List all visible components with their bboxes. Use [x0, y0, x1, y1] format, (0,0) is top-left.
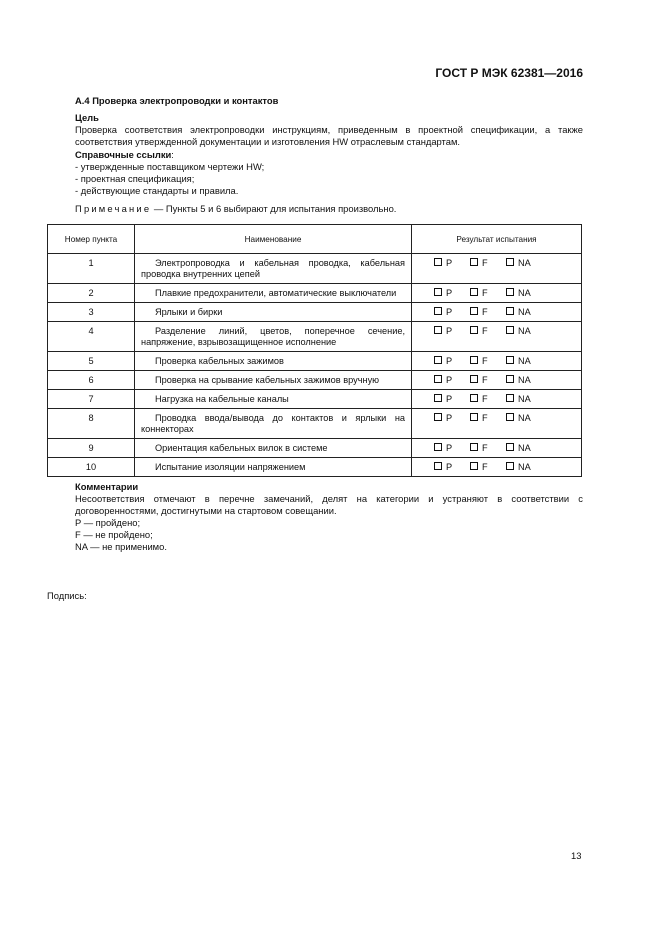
item-name: Ориентация кабельных вилок в системе [135, 439, 412, 458]
note [75, 203, 583, 215]
result-options [412, 458, 582, 477]
result-option-label: P [446, 307, 453, 317]
signature-label: Подпись: [47, 590, 87, 601]
goal-heading: Цель [75, 112, 99, 123]
checkbox-icon[interactable] [434, 443, 442, 451]
checkbox-icon[interactable] [470, 375, 478, 383]
result-option-label: F [482, 443, 488, 453]
references-block [75, 149, 583, 161]
checkbox-icon[interactable] [434, 375, 442, 383]
checkbox-icon[interactable] [434, 258, 442, 266]
references-heading: Справочные ссылки [75, 149, 172, 160]
result-option-f[interactable] [470, 356, 506, 367]
result-option-label: NA [518, 258, 531, 268]
result-options [412, 390, 582, 409]
table-header-row [48, 225, 582, 254]
checkbox-icon[interactable] [470, 413, 478, 421]
result-option-label: P [446, 288, 453, 298]
checkbox-icon[interactable] [506, 443, 514, 451]
table-row [48, 284, 582, 303]
result-option-label: NA [518, 443, 531, 453]
result-option-label: F [482, 307, 488, 317]
table-row [48, 409, 582, 439]
item-number: 9 [48, 439, 135, 458]
header-item-number: Номер пункта [48, 225, 135, 254]
result-option-p[interactable] [434, 307, 470, 318]
result-option-na[interactable] [506, 326, 531, 337]
legend-item: NA — не применимо. [75, 541, 167, 552]
checkbox-icon[interactable] [470, 443, 478, 451]
checkbox-icon[interactable] [470, 258, 478, 266]
result-option-label: F [482, 394, 488, 404]
checkbox-icon[interactable] [434, 394, 442, 402]
result-option-label: NA [518, 413, 531, 423]
result-option-label: NA [518, 375, 531, 385]
result-option-label: F [482, 375, 488, 385]
result-option-f[interactable] [470, 413, 506, 424]
table-row [48, 390, 582, 409]
reference-item: - утвержденные поставщиком чертежи HW; [75, 161, 265, 172]
note-label: Примечание [75, 203, 152, 214]
item-number: 1 [48, 254, 135, 284]
result-option-f[interactable] [470, 326, 506, 337]
result-option-label: P [446, 443, 453, 453]
comments-text: Несоответствия отмечают в перечне замечаний, делят на категории и устраняют в соответствии с договоренностями, достигнутыми на стартовом совещании. [75, 493, 583, 517]
page-number: 13 [571, 850, 582, 861]
header-name: Наименование [135, 225, 412, 254]
result-options [412, 322, 582, 352]
result-option-p[interactable] [434, 375, 470, 386]
item-name: Испытание изоляции напряжением [135, 458, 412, 477]
item-name: Плавкие предохранители, автоматические выключатели [135, 284, 412, 303]
checkbox-icon[interactable] [506, 375, 514, 383]
checkbox-icon[interactable] [434, 326, 442, 334]
result-option-na[interactable] [506, 375, 531, 386]
checkbox-icon[interactable] [506, 462, 514, 470]
result-option-label: NA [518, 394, 531, 404]
checkbox-icon[interactable] [470, 462, 478, 470]
result-option-f[interactable] [470, 258, 506, 269]
references-colon: : [171, 149, 174, 160]
note-text: — Пункты 5 и 6 выбирают для испытания произвольно. [151, 203, 397, 214]
result-option-label: P [446, 375, 453, 385]
legend-item: P — пройдено; [75, 517, 141, 528]
result-option-label: P [446, 462, 453, 472]
result-options [412, 352, 582, 371]
result-option-label: P [446, 258, 453, 268]
checkbox-icon[interactable] [434, 462, 442, 470]
result-option-f[interactable] [470, 443, 506, 454]
checkbox-icon[interactable] [506, 258, 514, 266]
result-option-label: NA [518, 356, 531, 366]
result-options [412, 409, 582, 439]
result-option-label: NA [518, 326, 531, 336]
result-option-p[interactable] [434, 443, 470, 454]
goal-text: Проверка соответствия электропроводки инструкциям, приведенным в проектной спецификации, а также соответствия утвержденной документации и изготовления HW отраслевым стандартам. [75, 124, 583, 148]
legend-item: F — не пройдено; [75, 529, 153, 540]
result-option-label: F [482, 462, 488, 472]
reference-item: - проектная спецификация; [75, 173, 195, 184]
checkbox-icon[interactable] [470, 307, 478, 315]
result-option-na[interactable] [506, 443, 531, 454]
result-option-label: F [482, 413, 488, 423]
result-option-na[interactable] [506, 413, 531, 424]
item-name: Разделение линий, цветов, поперечное сечение, напряжение, взрывозащищенное исполнение [135, 322, 412, 352]
result-option-label: F [482, 356, 488, 366]
checkbox-icon[interactable] [470, 326, 478, 334]
result-option-label: F [482, 326, 488, 336]
checkbox-icon[interactable] [470, 356, 478, 364]
result-option-na[interactable] [506, 288, 531, 299]
result-option-na[interactable] [506, 258, 531, 269]
item-name: Проверка на срывание кабельных зажимов вручную [135, 371, 412, 390]
checkbox-icon[interactable] [506, 326, 514, 334]
checkbox-icon[interactable] [506, 413, 514, 421]
item-number: 7 [48, 390, 135, 409]
comments-heading: Комментарии [75, 481, 139, 492]
item-name: Проводка ввода/вывода до контактов и ярлыки на коннекторах [135, 409, 412, 439]
result-option-f[interactable] [470, 375, 506, 386]
checkbox-icon[interactable] [434, 413, 442, 421]
checkbox-icon[interactable] [470, 288, 478, 296]
result-option-label: NA [518, 307, 531, 317]
result-options [412, 371, 582, 390]
result-option-label: P [446, 394, 453, 404]
section-title: А.4 Проверка электропроводки и контактов [75, 95, 279, 106]
result-option-f[interactable] [470, 394, 506, 405]
result-option-label: P [446, 326, 453, 336]
checkbox-icon[interactable] [434, 356, 442, 364]
item-number: 5 [48, 352, 135, 371]
table-row [48, 254, 582, 284]
result-option-label: F [482, 288, 488, 298]
checkbox-icon[interactable] [506, 356, 514, 364]
test-results-table [47, 224, 582, 477]
item-number: 8 [48, 409, 135, 439]
result-option-label: P [446, 413, 453, 423]
table-row [48, 322, 582, 352]
item-number: 4 [48, 322, 135, 352]
checkbox-icon[interactable] [506, 307, 514, 315]
result-option-na[interactable] [506, 356, 531, 367]
table-row [48, 303, 582, 322]
result-option-p[interactable] [434, 258, 470, 269]
result-option-na[interactable] [506, 394, 531, 405]
checkbox-icon[interactable] [434, 288, 442, 296]
result-option-label: F [482, 258, 488, 268]
checkbox-icon[interactable] [506, 288, 514, 296]
checkbox-icon[interactable] [470, 394, 478, 402]
result-option-label: P [446, 356, 453, 366]
item-number: 2 [48, 284, 135, 303]
result-option-p[interactable] [434, 413, 470, 424]
item-name: Нагрузка на кабельные каналы [135, 390, 412, 409]
result-options [412, 284, 582, 303]
result-option-p[interactable] [434, 394, 470, 405]
reference-item: - действующие стандарты и правила. [75, 185, 239, 196]
result-option-f[interactable] [470, 288, 506, 299]
standard-header: ГОСТ Р МЭК 62381—2016 [435, 66, 583, 80]
result-option-label: NA [518, 462, 531, 472]
result-options [412, 254, 582, 284]
checkbox-icon[interactable] [506, 394, 514, 402]
result-option-label: NA [518, 288, 531, 298]
result-option-f[interactable] [470, 462, 506, 473]
result-option-p[interactable] [434, 326, 470, 337]
header-result: Результат испытания [412, 225, 582, 254]
result-option-na[interactable] [506, 307, 531, 318]
result-option-na[interactable] [506, 462, 531, 473]
item-number: 3 [48, 303, 135, 322]
result-options [412, 303, 582, 322]
table-row [48, 439, 582, 458]
table-row [48, 458, 582, 477]
item-name: Ярлыки и бирки [135, 303, 412, 322]
result-option-p[interactable] [434, 288, 470, 299]
checkbox-icon[interactable] [434, 307, 442, 315]
result-option-p[interactable] [434, 356, 470, 367]
result-options [412, 439, 582, 458]
item-number: 10 [48, 458, 135, 477]
item-name: Электропроводка и кабельная проводка, кабельная проводка внутренних цепей [135, 254, 412, 284]
table-row [48, 352, 582, 371]
item-number: 6 [48, 371, 135, 390]
item-name: Проверка кабельных зажимов [135, 352, 412, 371]
result-option-p[interactable] [434, 462, 470, 473]
table-row [48, 371, 582, 390]
result-option-f[interactable] [470, 307, 506, 318]
